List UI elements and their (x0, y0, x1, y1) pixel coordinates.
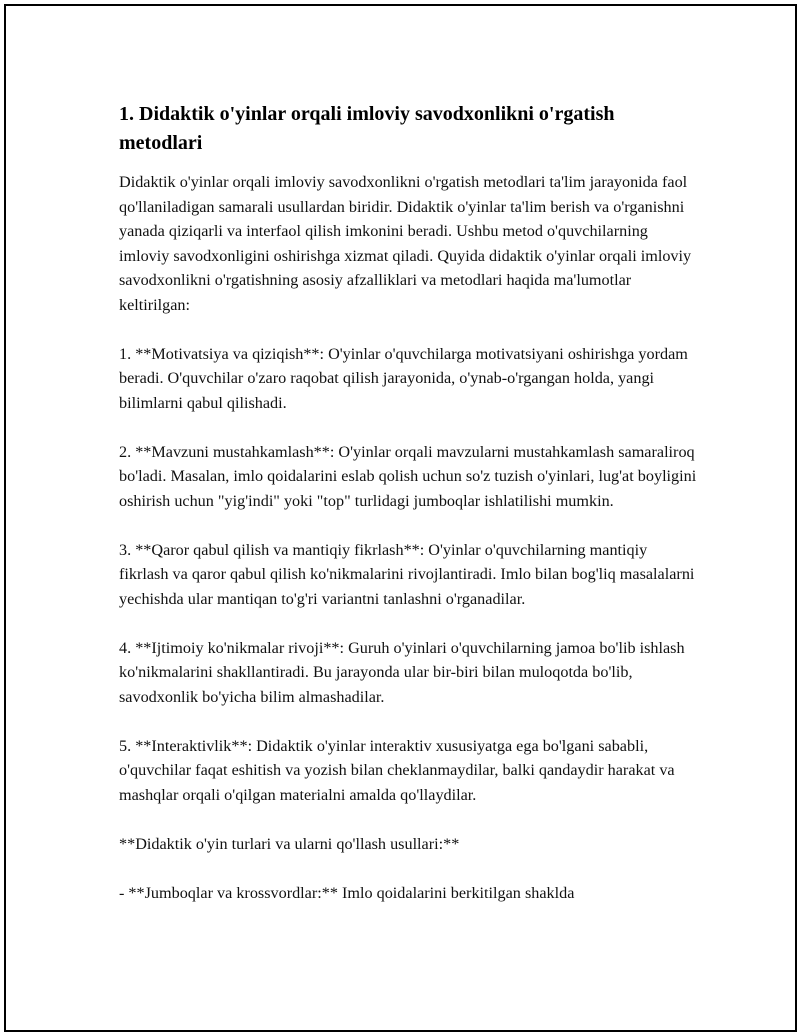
point-reinforcement: 2. **Mavzuni mustahkamlash**: O'yinlar orqali mavzularni mustahkamlash samaraliroq bo'ladi. Masalan, imlo qoidalarini eslab qolish uchun so'z tuzish o'yinlari, lug'at boyligini oshirish uchun "yig'indi" yoki "top" turlidagi jumboqlar ishlatilishi mumkin. (119, 442, 697, 510)
document-body (119, 100, 699, 905)
intro-paragraph: Didaktik o'yinlar orqali imloviy savodxonlikni o'rgatish metodlari ta'lim jarayonida faol qo'llaniladigan samarali usullardan biridir. Didaktik o'yinlar ta'lim berish va o'rganishni yanada qiziqarli va interfaol qilish imkonini beradi. Ushbu metod o'quvchilarning imloviy savodxonligini oshirishga xizmat qiladi. Quyida didaktik o'yinlar orqali imloviy savodxonlikni o'rgatishning asosiy afzalliklari va metodlari haqida ma'lumotlar keltirilgan: (119, 173, 692, 314)
list-item-puzzles: - **Jumboqlar va krossvordlar:** Imlo qoidalarini berkitilgan shaklda (119, 883, 575, 902)
subheading-game-types: **Didaktik o'yin turlari va ularni qo'llash usullari:** (119, 834, 460, 853)
point-interactivity: 5. **Interaktivlik**: Didaktik o'yinlar interaktiv xususiyatga ega bo'lgani sababli, o'quvchilar faqat eshitish va yozish bilan cheklanmaydilar, balki qandaydir harakat va mashqlar orqali o'qilgan materialni amalda qo'llaydilar. (119, 736, 675, 804)
page-frame (4, 4, 797, 1032)
section-heading: 1. Didaktik o'yinlar orqali imloviy savodxonlikni o'rgatish metodlari (119, 103, 615, 154)
point-logical-thinking: 3. **Qaror qabul qilish va mantiqiy fikrlash**: O'yinlar o'quvchilarning mantiqiy fikrlash va qaror qabul qilish ko'nikmalarini rivojlantiradi. Imlo bilan bog'liq masalalarni yechishda ular mantiqan to'g'ri variantni tanlashni o'rganadilar. (119, 540, 695, 608)
point-social-skills: 4. **Ijtimoiy ko'nikmalar rivoji**: Guruh o'yinlari o'quvchilarning jamoa bo'lib ishlash ko'nikmalarini shakllantiradi. Bu jarayonda ular bir-biri bilan muloqotda bo'lib, savodxonlik bo'yicha bilim almashadilar. (119, 638, 685, 706)
point-motivation: 1. **Motivatsiya va qiziqish**: O'yinlar o'quvchilarga motivatsiyani oshirishga yordam beradi. O'quvchilar o'zaro raqobat qilish jarayonida, o'ynab-o'rgangan holda, yangi bilimlarni qabul qilishadi. (119, 344, 688, 412)
